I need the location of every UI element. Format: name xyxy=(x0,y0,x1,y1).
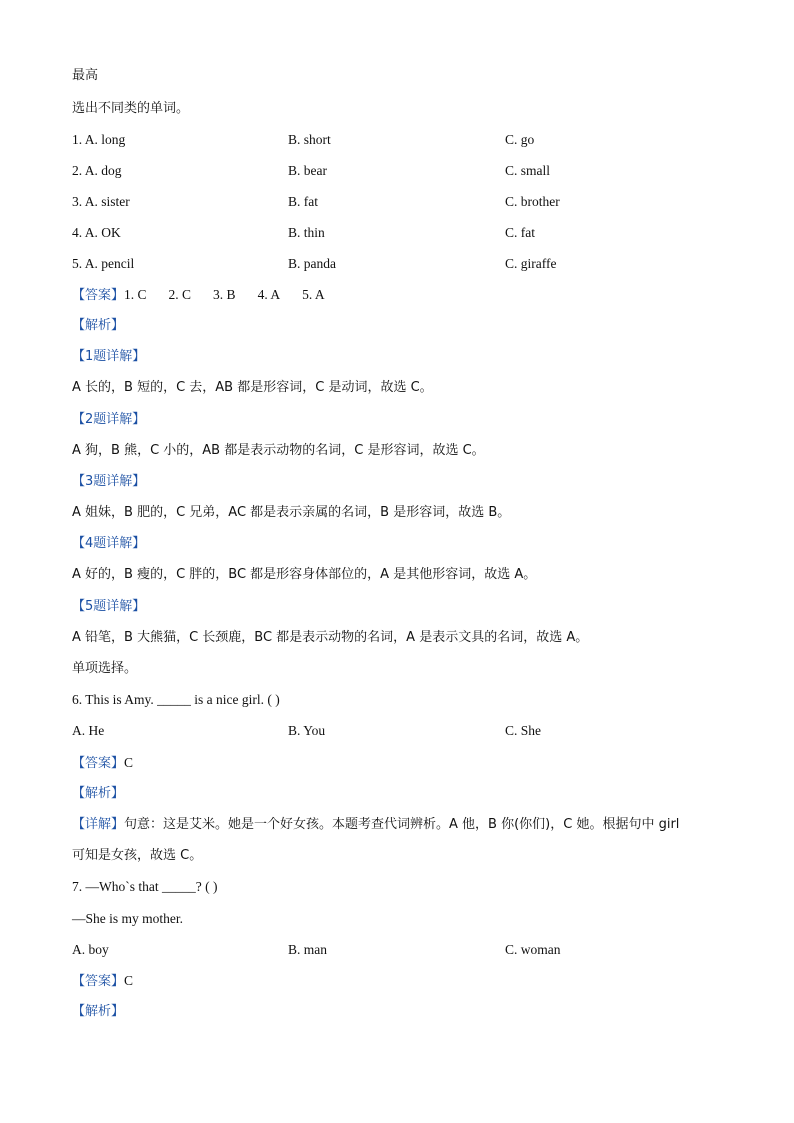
option-a: 2. A. dog xyxy=(72,163,122,178)
question-7-reply: —She is my mother. xyxy=(72,911,183,926)
answer-value: C xyxy=(124,973,134,988)
option-b: B. bear xyxy=(288,163,327,178)
detail-tag: 【5题详解】 xyxy=(72,599,146,614)
question-7-answer xyxy=(72,972,133,991)
answer-tag: 【答案】 xyxy=(72,288,125,303)
analysis-tag: 【解析】 xyxy=(72,318,125,333)
answer-value: 1. C xyxy=(124,287,147,302)
detail-tag: 【详解】 xyxy=(72,817,125,832)
question-6-detail-line2: 可知是女孩，故选 C。 xyxy=(72,848,203,863)
detail-text: A 好的，B 瘦的，C 胖的，BC 都是形容身体部位的，A 是其他形容词，故选 A。 xyxy=(72,567,537,582)
detail-text: A 铅笔，B 大熊猫，C 长颈鹿，BC 都是表示动物的名词，A 是表示文具的名词，故选 A。 xyxy=(72,630,589,645)
detail-tag: 【4题详解】 xyxy=(72,536,146,551)
answer-tag: 【答案】 xyxy=(72,974,125,989)
option-c: C. woman xyxy=(505,942,561,957)
option-a: A. boy xyxy=(72,942,109,957)
option-a: 5. A. pencil xyxy=(72,256,135,271)
option-b: B. panda xyxy=(288,256,336,271)
detail-text: A 长的，B 短的，C 去，AB 都是形容词，C 是动词，故选 C。 xyxy=(72,380,433,395)
analysis-tag: 【解析】 xyxy=(72,786,125,801)
option-b: B. man xyxy=(288,942,327,957)
question-6-detail-line1 xyxy=(72,816,679,834)
option-c: C. brother xyxy=(505,194,560,209)
analysis-tag: 【解析】 xyxy=(72,1004,125,1019)
answer-value: 3. B xyxy=(213,287,236,302)
option-a: 3. A. sister xyxy=(72,194,130,209)
heading-top: 最高 xyxy=(72,68,99,83)
question-6-answer xyxy=(72,754,133,773)
answer-tag: 【答案】 xyxy=(72,756,125,771)
answer-value: 2. C xyxy=(168,287,192,302)
option-c: C. She xyxy=(505,723,542,738)
option-b: B. short xyxy=(288,132,331,147)
answer-value: C xyxy=(124,755,134,770)
option-b: B. fat xyxy=(288,194,318,209)
detail-tag: 【3题详解】 xyxy=(72,474,146,489)
option-c: C. small xyxy=(505,163,551,178)
option-a: A. He xyxy=(72,723,105,738)
detail-tag: 【2题详解】 xyxy=(72,412,146,427)
question-7-stem: 7. —Who`s that _____? ( ) xyxy=(72,879,218,894)
section-title-single-choice: 单项选择。 xyxy=(72,661,138,676)
option-c: C. go xyxy=(505,132,535,147)
question-6-stem: 6. This is Amy. _____ is a nice girl. ( ) xyxy=(72,692,280,707)
option-b: B. thin xyxy=(288,225,325,240)
detail-tag: 【1题详解】 xyxy=(72,349,146,364)
answer-line xyxy=(72,286,347,305)
option-c: C. fat xyxy=(505,225,535,240)
option-c: C. giraffe xyxy=(505,256,557,271)
option-a: 1. A. long xyxy=(72,132,126,147)
option-a: 4. A. OK xyxy=(72,225,121,240)
answer-value: 4. A xyxy=(257,287,281,302)
detail-text: A 姐妹，B 肥的，C 兄弟，AC 都是表示亲属的名词，B 是形容词，故选 B。 xyxy=(72,505,511,520)
detail-text: A 狗，B 熊，C 小的，AB 都是表示动物的名词，C 是形容词，故选 C。 xyxy=(72,443,485,458)
answer-value: 5. A xyxy=(302,287,325,302)
option-b: B. You xyxy=(288,723,326,738)
detail-text: 句意：这是艾米。她是一个好女孩。本题考查代词辨析。A 他，B 你(你们)，C 她。根据句中 girl xyxy=(124,817,680,832)
section-title-odd-one-out: 选出不同类的单词。 xyxy=(72,101,190,116)
